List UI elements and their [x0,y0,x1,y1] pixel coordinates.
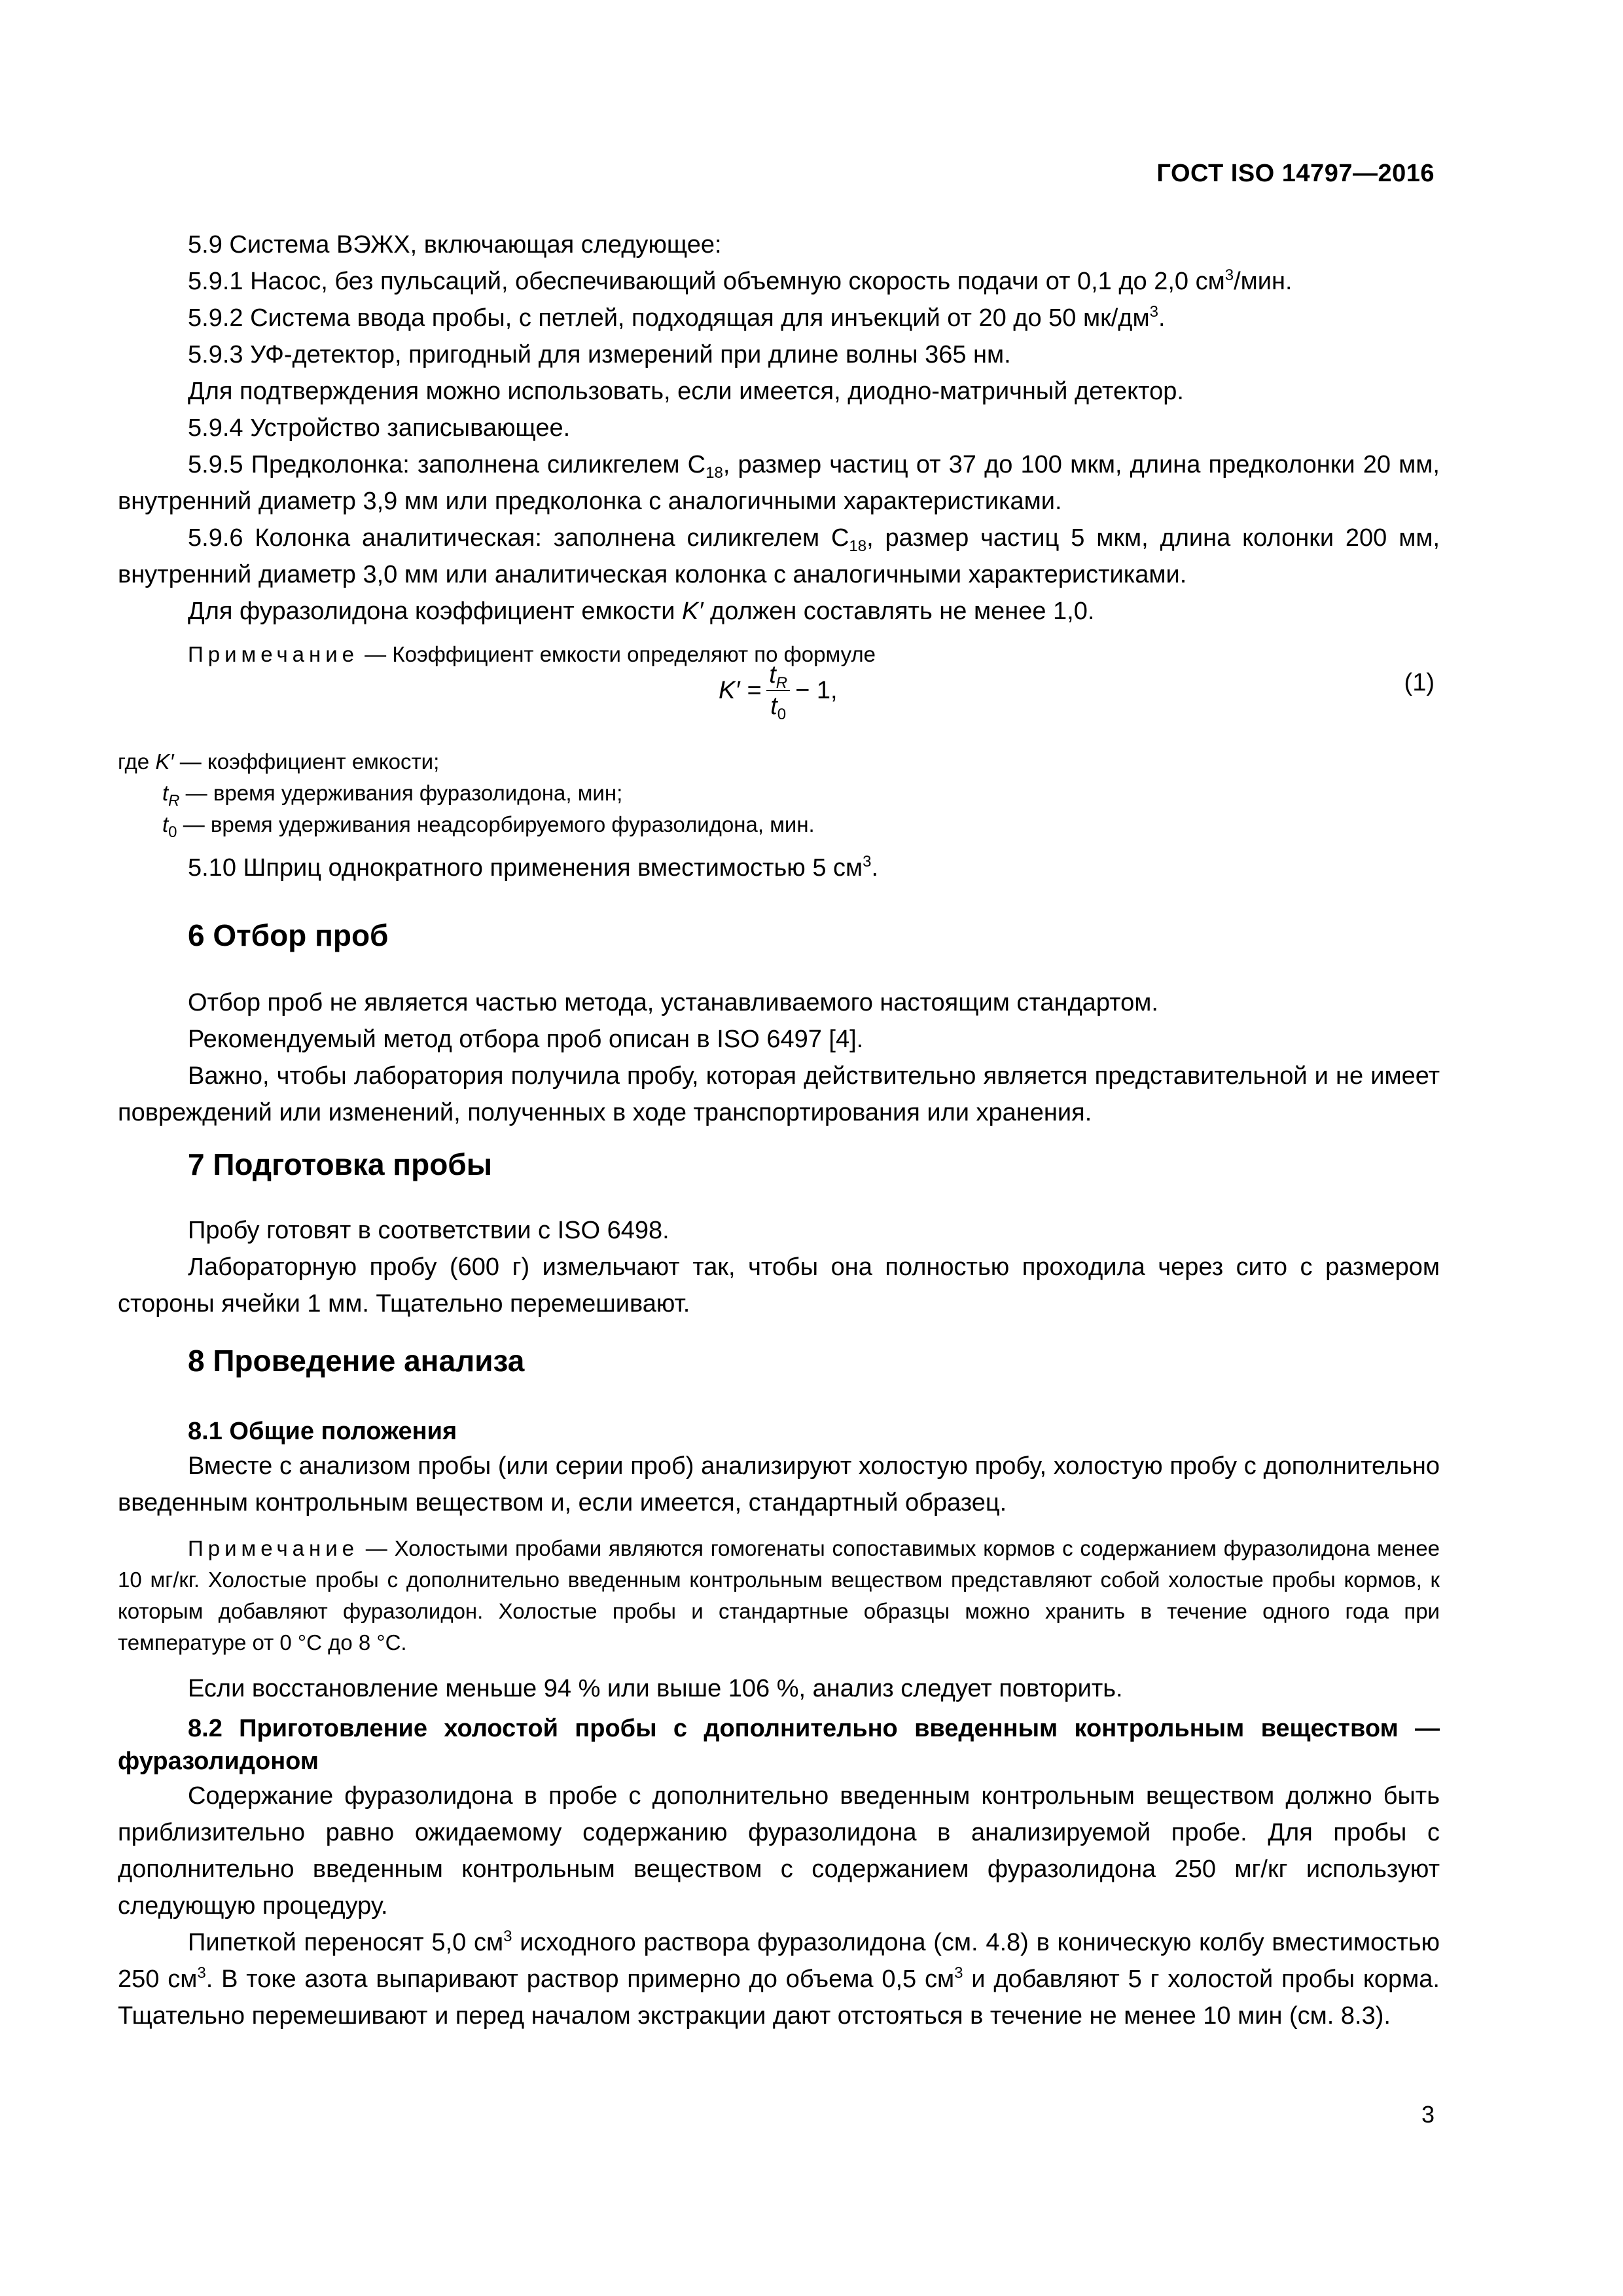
s7-p1: Пробу готовят в соответствии с ISO 6498. [188,1217,669,1244]
s6-p3: Важно, чтобы лаборатория получила пробу, которая действительно является представительной и не имеет повреждений или изменений, полученных в ходе транспортирования или хранения. [118,1062,1440,1126]
s8-2-p2: Пипеткой переносят 5,0 $см^3$ исходного раствора фуразолидона (см. 4.8) в коническую колбу вместимостью 250 $см^3$. В токе азота выпаривают раствор примерно до объема 0,5 $см^3$ и добавляют 5 г холостой пробы корма. Тщательно перемешивают и перед началом экстракции дают отстояться в течение не менее 10 мин (см. 8.3). [118,1928,1440,2030]
formula-rhs: − 1, [795,676,838,704]
s7-p2: Лабораторную пробу (600 г) измельчают так, чтобы она полностью проходила через сито с размером стороны ячейки 1 мм. Тщательно перемешивают. [118,1253,1440,1318]
heading-section-8: 8 Проведение анализа [188,1344,525,1378]
section-7-body [118,1212,1440,1322]
standard-header: ГОСТ ISO 14797—2016 [1156,160,1435,187]
s8-1-p1: Вместе с анализом пробы (или серии проб) анализируют холостую пробу, холостую пробу с дополнительно введенным контрольным веществом и, если имеется, стандартный образец. [118,1452,1440,1516]
section-5-9 [118,226,1440,670]
s6-p2: Рекомендуемый метод отбора проб описан в ISO 6497 [4]. [188,1026,864,1053]
item-5-9-1: 5.9.1 Насос, без пульсаций, обеспечивающий объемную скорость подачи от 0,1 до 2,0 $см^3$/мин. [188,266,1293,295]
legend-tr: $t_R$ — время удерживания фуразолидона, мин; [162,781,623,810]
note-capacity: Примечание — Коэффициент емкости определяют по формуле [188,642,876,666]
formula-fraction: $\frac{t_R}{t_0}$ [766,660,790,721]
legend-k: где K′ — коэффициент емкости; [118,749,440,774]
s8-2-p1: Содержание фуразолидона в пробе с дополнительно введенным контрольным веществом должно быть приблизительно равно ожидаемому содержанию фуразолидона в анализируемой пробе. Для пробы с дополнительно введенным контрольным веществом с содержанием фуразолидона 250 мг/кг используют следующую процедуру. [118,1782,1440,1920]
page-number: 3 [1421,2101,1435,2128]
heading-section-6: 6 Отбор проб [188,918,389,952]
item-5-9-6-capacity: Для фуразолидона коэффициент емкости K′ должен составлять не менее 1,0. [188,598,1095,625]
formula-legend [118,746,815,840]
item-5-9-2: 5.9.2 Система ввода пробы, с петлей, подходящая для инъекций от 20 до 50 $мк/дм^3$. [188,303,1166,332]
formula-lhs: K′ = [719,676,762,704]
item-5-9-6: 5.9.6 Колонка аналитическая: заполнена силикгелем $С_{18}$, размер частиц 5 мкм, длина колонки 200 мм, внутренний диаметр 3,0 мм или аналитическая колонка с аналогичными характеристиками. [118,524,1440,588]
item-5-9-3: 5.9.3 УФ-детектор, пригодный для измерений при длине волны 365 нм. [188,341,1011,368]
item-5-9-3-note: Для подтверждения можно использовать, если имеется, диодно-матричный детектор. [188,378,1184,405]
heading-8-2: 8.2 Приготовление холостой пробы с дополнительно введенным контрольным веществом — фуразолидоном [118,1715,1440,1775]
s6-p1: Отбор проб не является частью метода, устанавливаемого настоящим стандартом. [188,989,1158,1016]
s8-1-p2: Если восстановление меньше 94 % или выше 106 %, анализ следует повторить. [188,1675,1123,1702]
equation-number: (1) [1404,669,1435,696]
item-5-9: 5.9 Система ВЭЖХ, включающая следующее: [188,231,722,259]
item-5-9-4: 5.9.4 Устройство записывающее. [188,414,571,442]
item-5-9-5: 5.9.5 Предколонка: заполнена силикгелем $С_{18}$, размер частиц от 37 до 100 мкм, длина предколонки 20 мм, внутренний диаметр 3,9 мм или предколонка с аналогичными характеристиками. [118,451,1440,515]
section-6-body [118,984,1440,1131]
legend-t0: $t_0$ — время удерживания неадсорбируемого фуразолидона, мин. [162,812,815,841]
note-blank-samples: Примечание — Холостыми пробами являются гомогенаты сопоставимых кормов с содержанием фуразолидона менее 10 мг/кг. Холостые пробы с дополнительно введенным контрольным веществом представляют собой холостые пробы кормов, к которым добавляют фуразолидон. Холостые пробы и стандартные образцы можно хранить в течение одного года при температуре от 0 °С до 8 °С. [118,1536,1440,1655]
capacity-formula [719,660,838,721]
item-5-10: 5.10 Шприц однократного применения вместимостью 5 $см^3$. [188,853,879,882]
section-8-body [118,1415,1440,2034]
heading-section-7: 7 Подготовка пробы [188,1147,492,1181]
heading-8-1: 8.1 Общие положения [188,1418,457,1445]
